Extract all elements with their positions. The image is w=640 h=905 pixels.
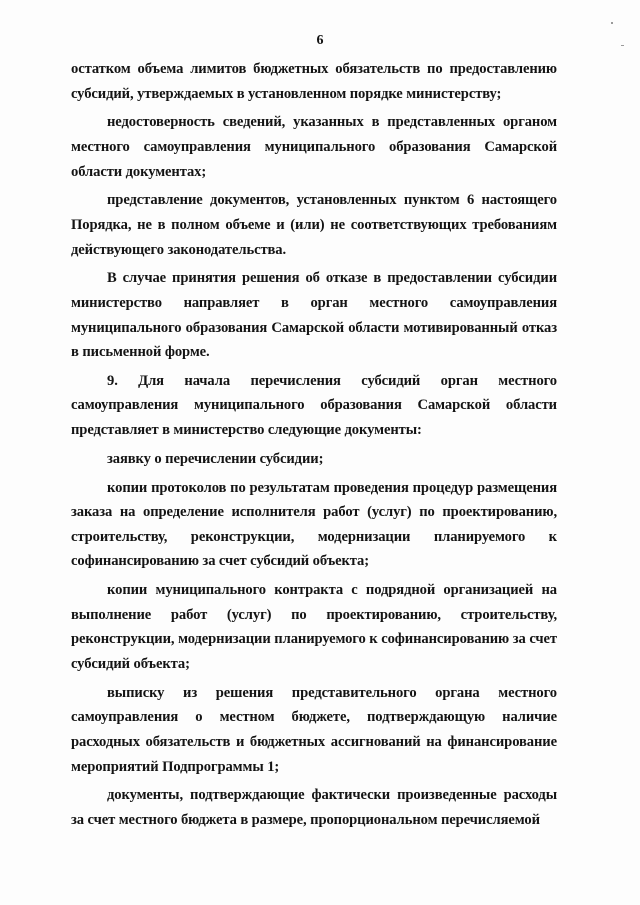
paragraph-incomplete-documents: представление документов, установленных пунктом 6 настоящего Порядка, не в полном объеме и (или) не соответствующих требованиям действующего законодательства.: [71, 192, 557, 258]
paragraph-budget-extract: выписку из решения представительного органа местного самоуправления о местном бюджете, подтверждающую наличие расходных обязательств и бюджетных ассигнований на финансирование мероприятий Подпрограммы 1;: [71, 684, 557, 775]
paragraph-continuation: остатком объема лимитов бюджетных обязательств по предоставлению субсидий, утверждаемых в установленном порядке министерству;: [71, 61, 557, 102]
paragraph-expense-documents: документы, подтверждающие фактически произведенные расходы за счет местного бюджета в размере, пропорциональном перечисляемой: [71, 787, 557, 828]
page-number: 6: [316, 33, 324, 48]
paragraph-refusal-decision: В случае принятия решения об отказе в предоставлении субсидии министерство направляет в орган местного самоуправления муниципального образования Самарской области мотивированный отказ в письменной форме.: [71, 270, 557, 361]
paragraph-contract-copies: копии муниципального контракта с подрядной организацией на выполнение работ (услуг) по проектированию, строительству, реконструкции, модернизации планируемого к софинансированию за счет субсидий объекта;: [71, 582, 557, 672]
paragraph-transfer-request: заявку о перечислении субсидии;: [107, 450, 324, 467]
document-body: [71, 57, 557, 833]
scan-speck: [611, 22, 613, 24]
paragraph-item-9: 9. Для начала перечисления субсидий орган местного самоуправления муниципального образования Самарской области представляет в министерство следующие документы:: [71, 372, 557, 439]
paragraph-unreliable-info: недостоверность сведений, указанных в представленных органом местного самоуправления муниципального образования Самарской области документах;: [71, 114, 557, 180]
paragraph-protocol-copies: копии протоколов по результатам проведения процедур размещения заказа на определение исполнителя работ (услуг) по проектированию, строительству, реконструкции, модернизации планируемого к софинансированию за счет субсидий объекта;: [71, 479, 557, 570]
